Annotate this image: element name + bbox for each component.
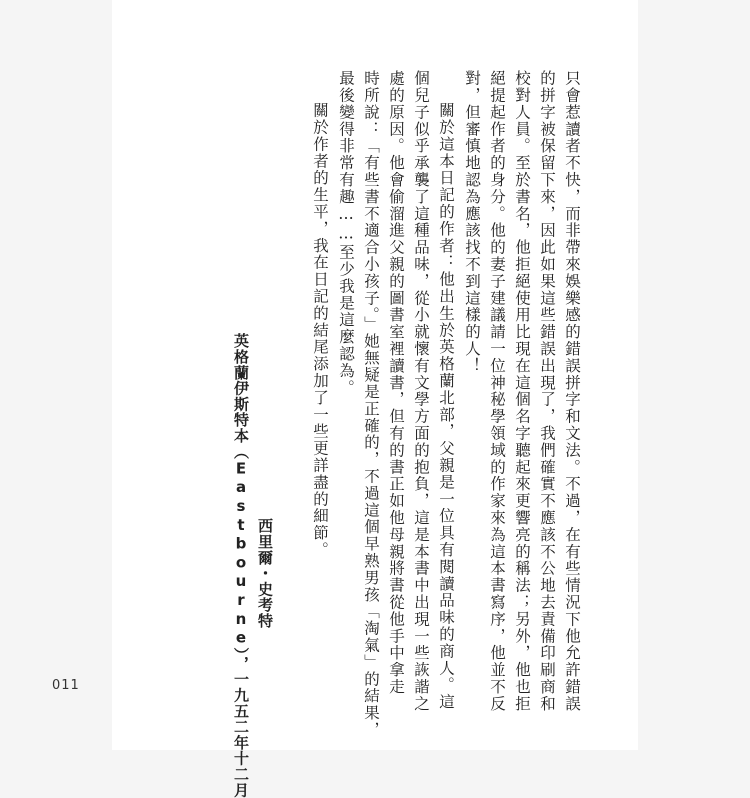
text-column-11: 關於作者的生平，我在日記的結尾添加了一些更詳盡的細節。 [311,102,329,559]
text-column-10: 最後變得非常有趣……至少我是這麼認為。 [337,70,355,397]
text-column-2: 的拼字被保留下來，因此如果這些錯誤出現了，我們確實不應該不公地去責備印刷商和 [538,70,556,713]
signature-place-date: 英格蘭伊斯特本（Eastbourne），一九五二年十二月 [232,333,250,798]
text-column-9: 時所說：「有些書不適合小孩子。」她無疑是正確的，不過這個早熟男孩「淘氣」的結果， [362,70,380,739]
text-column-1: 只會惹讀者不快，而非帶來娛樂感的錯誤拼字和文法。不過，在有些情況下他允許錯誤 [563,70,581,713]
text-column-4: 絕提起作者的身分。他的妻子建議請一位神秘學領域的作家來為這本書寫序，他並不反 [488,70,506,713]
text-column-3: 校對人員。至於書名，他拒絕使用比現在這個名字聽起來更響亮的稱法；另外，他也拒 [513,70,531,713]
text-column-7: 個兒子似乎承襲了這種品味，從小就懷有文學方面的抱負，這是本書中出現一些詼諧之 [412,70,430,713]
page-number: 011 [52,678,80,693]
signature-author: 西里爾・史考特 [256,518,274,629]
text-column-6: 關於這本日記的作者：他出生於英格蘭北部，父親是一位具有閱讀品味的商人。這 [437,102,455,711]
text-column-5: 對，但審慎地認為應該找不到這樣的人！ [463,70,481,375]
book-page [112,0,638,798]
text-column-8: 處的原因。他會偷溜進父親的圖書室裡讀書，但有的書正如他母親將書從他手中拿走 [387,70,405,696]
